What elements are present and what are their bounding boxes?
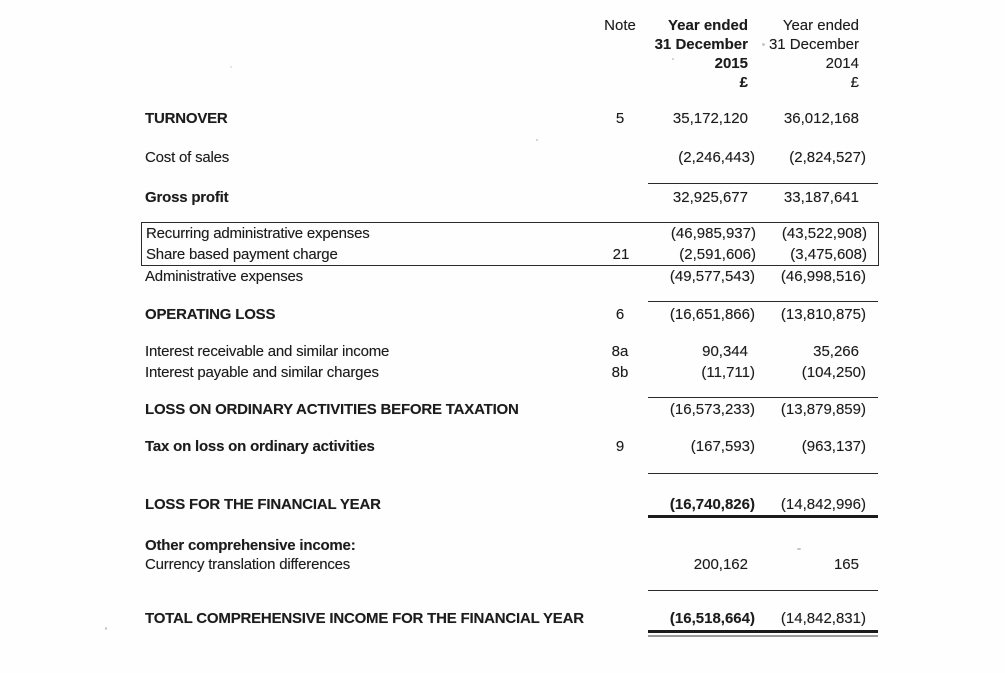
- row-interest-receivable: [145, 341, 866, 362]
- value-2015: (49,577,543): [669, 268, 755, 285]
- value-2015: (46,985,937): [670, 225, 756, 242]
- year-ended-2015: Year ended: [667, 17, 748, 34]
- row-share-based-payment: [146, 244, 865, 265]
- row-label: Tax on loss on ordinary activities: [145, 438, 375, 455]
- value-2014: 35,266: [813, 343, 859, 360]
- row-operating-loss: [145, 304, 866, 325]
- value-2014: (3,475,608): [790, 246, 867, 263]
- highlight-box: [141, 222, 879, 266]
- value-2014: 36,012,168: [783, 110, 859, 127]
- value-2015: (16,740,826): [669, 496, 755, 513]
- row-label: LOSS FOR THE FINANCIAL YEAR: [145, 496, 381, 513]
- sum-rule: [648, 473, 878, 474]
- note-cell: 9: [615, 438, 625, 455]
- value-2015: (167,593): [690, 438, 755, 455]
- row-total-comprehensive-income: [145, 608, 866, 629]
- scan-speckle: [536, 139, 538, 141]
- sum-rule: [648, 397, 878, 398]
- value-2015: (16,651,866): [669, 306, 755, 323]
- value-2015: (16,518,664): [669, 610, 755, 627]
- value-2015: 32,925,677: [672, 189, 748, 206]
- scan-speckle: [230, 66, 232, 68]
- row-turnover: [145, 108, 866, 129]
- value-2014: 33,187,641: [783, 189, 859, 206]
- row-label: Recurring administrative expenses: [146, 225, 370, 242]
- row-label: Administrative expenses: [145, 268, 303, 285]
- row-administrative-expenses: [145, 266, 866, 287]
- row-label: Interest receivable and similar income: [145, 343, 390, 360]
- value-2014: (104,250): [801, 364, 866, 381]
- row-label: LOSS ON ORDINARY ACTIVITIES BEFORE TAXATION: [145, 401, 519, 418]
- row-label: Currency translation differences: [145, 556, 351, 573]
- row-interest-payable: [145, 362, 866, 383]
- sum-rule: [648, 183, 878, 184]
- value-2014: (14,842,831): [780, 610, 866, 627]
- row-label: Interest payable and similar charges: [145, 364, 379, 381]
- row-label: TOTAL COMPREHENSIVE INCOME FOR THE FINANCIAL YEAR: [145, 610, 584, 627]
- value-2015: (16,573,233): [669, 401, 755, 418]
- year-2014: 2014: [825, 55, 859, 72]
- value-2015: (2,246,443): [678, 149, 755, 166]
- value-2014: (13,810,875): [780, 306, 866, 323]
- row-loss-before-taxation: [145, 399, 866, 420]
- note-cell: 8a: [611, 343, 629, 360]
- column-headers: [145, 16, 866, 92]
- value-2014: (43,522,908): [781, 225, 867, 242]
- sum-rule: [648, 590, 878, 591]
- note-cell: 6: [615, 306, 625, 323]
- year-2015: 2015: [714, 55, 748, 72]
- row-label: Gross profit: [145, 189, 229, 206]
- value-2014: 165: [833, 556, 859, 573]
- note-column-header: Note: [604, 17, 636, 34]
- row-tax-on-loss: [145, 436, 866, 457]
- date-2014: 31 December: [768, 36, 859, 53]
- row-other-comprehensive-income: [145, 535, 866, 556]
- row-cost-of-sales: [145, 147, 866, 168]
- grand-total-rule: [648, 630, 878, 637]
- row-gross-profit: [145, 187, 866, 208]
- row-label: Cost of sales: [145, 149, 230, 166]
- year-ended-2014: Year ended: [782, 17, 859, 34]
- row-label: OPERATING LOSS: [145, 306, 276, 323]
- value-2014: (14,842,996): [780, 496, 866, 513]
- scan-speckle: [105, 627, 107, 630]
- scan-speckle: [797, 548, 801, 550]
- note-cell: 21: [612, 246, 630, 263]
- total-rule: [648, 515, 878, 518]
- date-2015: 31 December: [654, 36, 748, 53]
- row-currency-translation: [145, 554, 866, 575]
- value-2014: (13,879,859): [780, 401, 866, 418]
- value-2014: (46,998,516): [780, 268, 866, 285]
- sum-rule: [648, 301, 878, 302]
- value-2015: (11,711): [701, 364, 755, 381]
- row-label: TURNOVER: [145, 110, 228, 127]
- year-2014-column-header: [755, 16, 866, 92]
- scan-speckle: [762, 43, 765, 46]
- scan-speckle: [672, 58, 674, 60]
- note-cell: 5: [615, 110, 625, 127]
- row-label: Other comprehensive income:: [145, 537, 356, 554]
- note-cell: 8b: [611, 364, 629, 381]
- currency-symbol-2014: £: [850, 74, 859, 91]
- value-2015: 35,172,120: [672, 110, 748, 127]
- value-2015: 200,162: [693, 556, 748, 573]
- year-2015-column-header: [642, 16, 755, 92]
- currency-symbol-2015: £: [739, 74, 748, 91]
- value-2014: (963,137): [801, 438, 866, 455]
- row-recurring-admin-expenses: [146, 223, 865, 244]
- value-2014: (2,824,527): [789, 149, 866, 166]
- value-2015: 90,344: [702, 343, 748, 360]
- statement-body: [145, 16, 866, 637]
- row-label: Share based payment charge: [146, 246, 338, 263]
- row-loss-for-year: [145, 494, 866, 515]
- value-2015: (2,591,606): [679, 246, 756, 263]
